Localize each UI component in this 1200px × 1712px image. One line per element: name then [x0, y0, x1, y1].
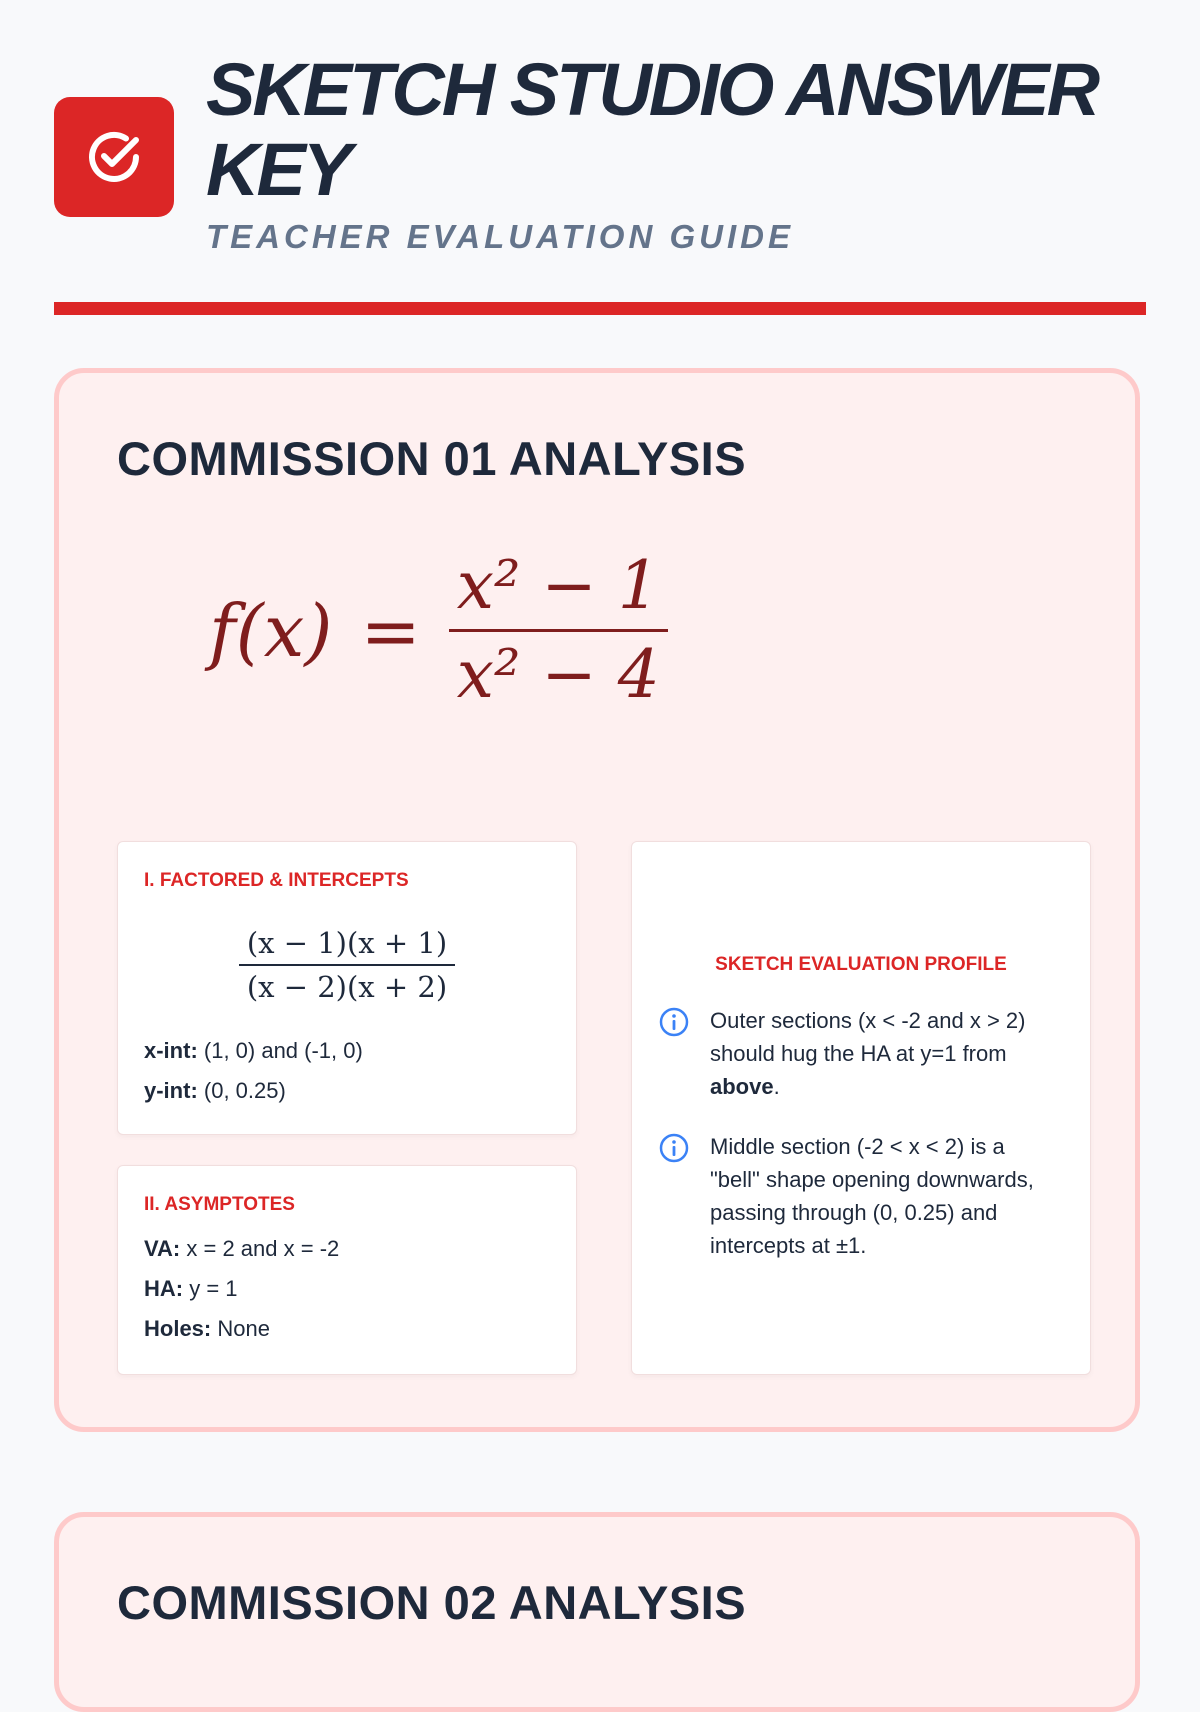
section-title: COMMISSION 02 ANALYSIS	[117, 1576, 747, 1629]
function-fraction	[449, 543, 668, 718]
info-icon	[658, 1006, 690, 1038]
page-title: SKETCH STUDIO ANSWER KEY	[206, 48, 1098, 211]
commission-02-section	[54, 1512, 1140, 1712]
function-numerator: x² − 1	[456, 547, 660, 624]
x-intercept: x-int: (1, 0) and (-1, 0)	[144, 1038, 363, 1063]
profile-note: Middle section (-2 < x < 2) is a "bell" shape opening downwards, passing through (0, 0.25) and intercepts at ±1.	[658, 1130, 1058, 1262]
page-subtitle: TEACHER EVALUATION GUIDE	[206, 218, 794, 255]
holes: Holes: None	[144, 1316, 270, 1341]
function-formula	[209, 543, 668, 718]
y-intercept: y-int: (0, 0.25)	[144, 1078, 286, 1103]
factored-formula	[118, 922, 576, 1008]
vertical-asymptote: VA: x = 2 and x = -2	[144, 1236, 340, 1261]
check-circle-icon	[82, 125, 146, 189]
info-icon	[658, 1132, 690, 1164]
sketch-profile-card	[631, 841, 1091, 1375]
horizontal-asymptote: HA: y = 1	[144, 1276, 238, 1301]
card-label: SKETCH EVALUATION PROFILE	[715, 954, 1007, 975]
section-title: COMMISSION 01 ANALYSIS	[117, 432, 747, 485]
equals-sign: =	[360, 588, 421, 673]
factored-intercepts-card	[117, 841, 577, 1135]
factored-numerator: (x − 1)(x + 1)	[246, 926, 448, 960]
function-lhs: f(x)	[209, 588, 333, 673]
function-denominator: x² − 4	[456, 636, 660, 713]
card-label: I. FACTORED & INTERCEPTS	[144, 870, 409, 891]
factored-denominator: (x − 2)(x + 2)	[246, 970, 448, 1004]
logo	[54, 97, 174, 217]
card-label: II. ASYMPTOTES	[144, 1194, 295, 1215]
asymptotes-card	[117, 1165, 577, 1375]
header-divider	[54, 302, 1146, 315]
profile-note: Outer sections (x < -2 and x > 2) should hug the HA at y=1 from above.	[658, 1004, 1058, 1103]
commission-01-section	[54, 368, 1140, 1432]
